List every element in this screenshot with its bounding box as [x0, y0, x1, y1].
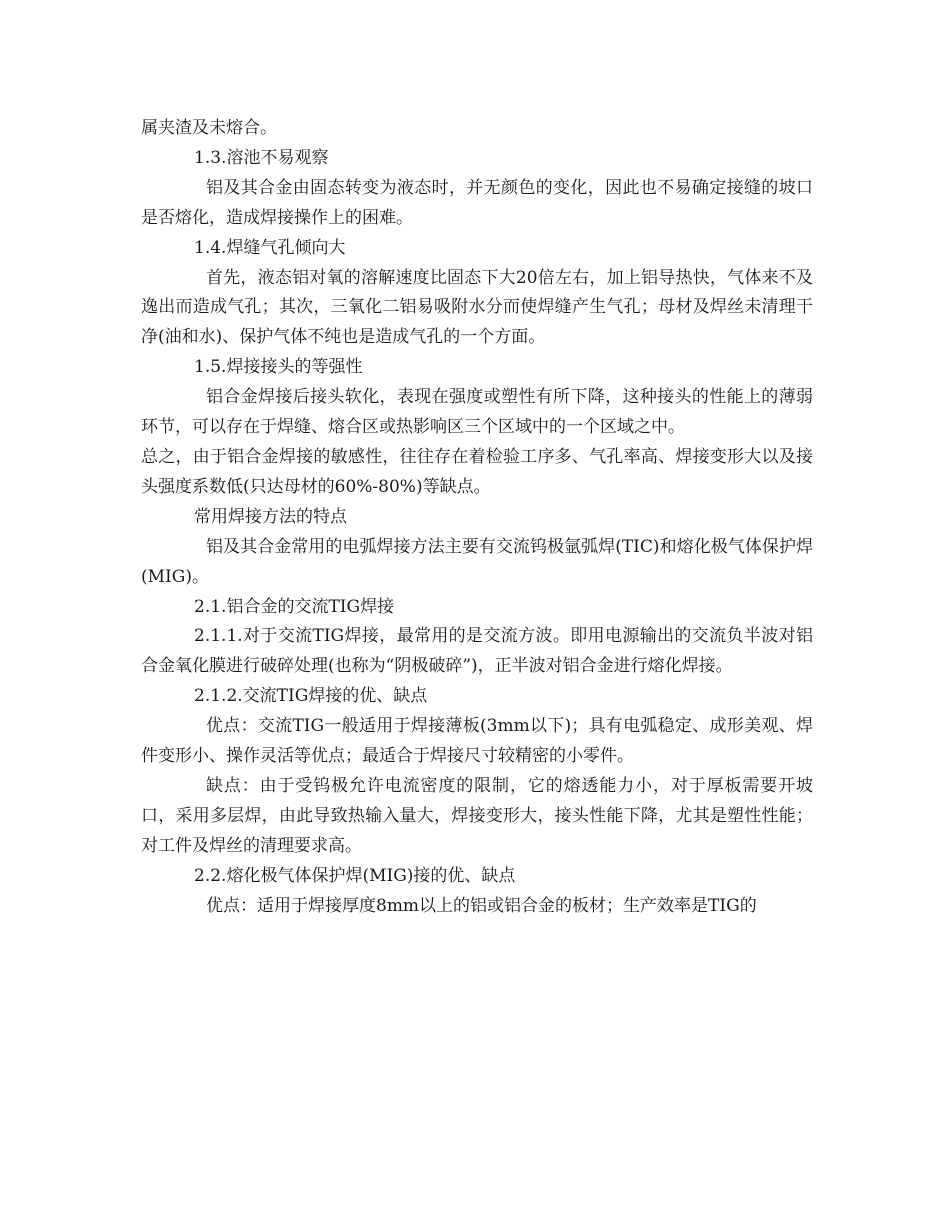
- paragraph: 铝合金焊接后接头软化，表现在强度或塑性有所下降，这种接头的性能上的薄弱环节，可以存在于焊缝、熔合区或热影响区三个区域中的一个区域之中。: [141, 387, 813, 438]
- section-heading-2-1: 2.1.铝合金的交流TIG焊接: [194, 596, 395, 617]
- paragraph-2-1-1: 2.1.1.对于交流TIG焊接，最常用的是交流方波。即用电源输出的交流负半波对铝合金氧化膜进行破碎处理(也称为“阴极破碎”)，正半波对铝合金进行熔化焊接。: [141, 626, 813, 677]
- paragraph: 首先，液态铝对氧的溶解速度比固态下大20倍左右，加上铝导热快，气体来不及逸出而造成气孔；其次，三氧化二铝易吸附水分而使焊缝产生气孔；母材及焊丝未清理干净(油和水)、保护气体不纯也是造成气孔的一个方面。: [141, 267, 813, 348]
- section-heading-1-4: 1.4.焊缝气孔倾向大: [194, 237, 346, 258]
- document-body: [141, 114, 813, 921]
- paragraph-mig-advantages: 优点：适用于焊接厚度8mm以上的铝或铝合金的板材；生产效率是TIG的: [206, 895, 757, 916]
- paragraph: 铝及其合金常用的电弧焊接方法主要有交流钨极氩弧焊(TIC)和熔化极气体保护焊(MIG)。: [141, 536, 813, 587]
- paragraph: 铝及其合金由固态转变为液态时，并无颜色的变化，因此也不易确定接缝的坡口是否熔化，造成焊接操作上的困难。: [141, 177, 813, 228]
- paragraph-disadvantages: 缺点：由于受钨极允许电流密度的限制，它的熔透能力小，对于厚板需要开坡口，采用多层焊，由此导致热输入量大，焊接变形大，接头性能下降，尤其是塑性性能；对工件及焊丝的清理要求高。: [141, 775, 813, 856]
- section-heading-2-2: 2.2.熔化极气体保护焊(MIG)接的优、缺点: [194, 865, 516, 886]
- section-heading-1-3: 1.3.溶池不易观察: [194, 147, 329, 168]
- section-heading-methods: 常用焊接方法的特点: [194, 506, 347, 527]
- section-heading-1-5: 1.5.焊接接头的等强性: [194, 357, 363, 378]
- paragraph-advantages: 优点：交流TIG一般适用于焊接薄板(3mm以下)；具有电弧稳定、成形美观、焊件变形小、操作灵活等优点；最适合于焊接尺寸较精密的小零件。: [141, 716, 813, 767]
- paragraph-summary: 总之，由于铝合金焊接的敏感性，往往存在着检验工序多、气孔率高、焊接变形大以及接头强度系数低(只达母材的60%-80%)等缺点。: [141, 446, 813, 497]
- section-heading-2-1-2: 2.1.2.交流TIG焊接的优、缺点: [194, 686, 428, 707]
- paragraph-continued: 属夹渣及未熔合。: [141, 118, 277, 138]
